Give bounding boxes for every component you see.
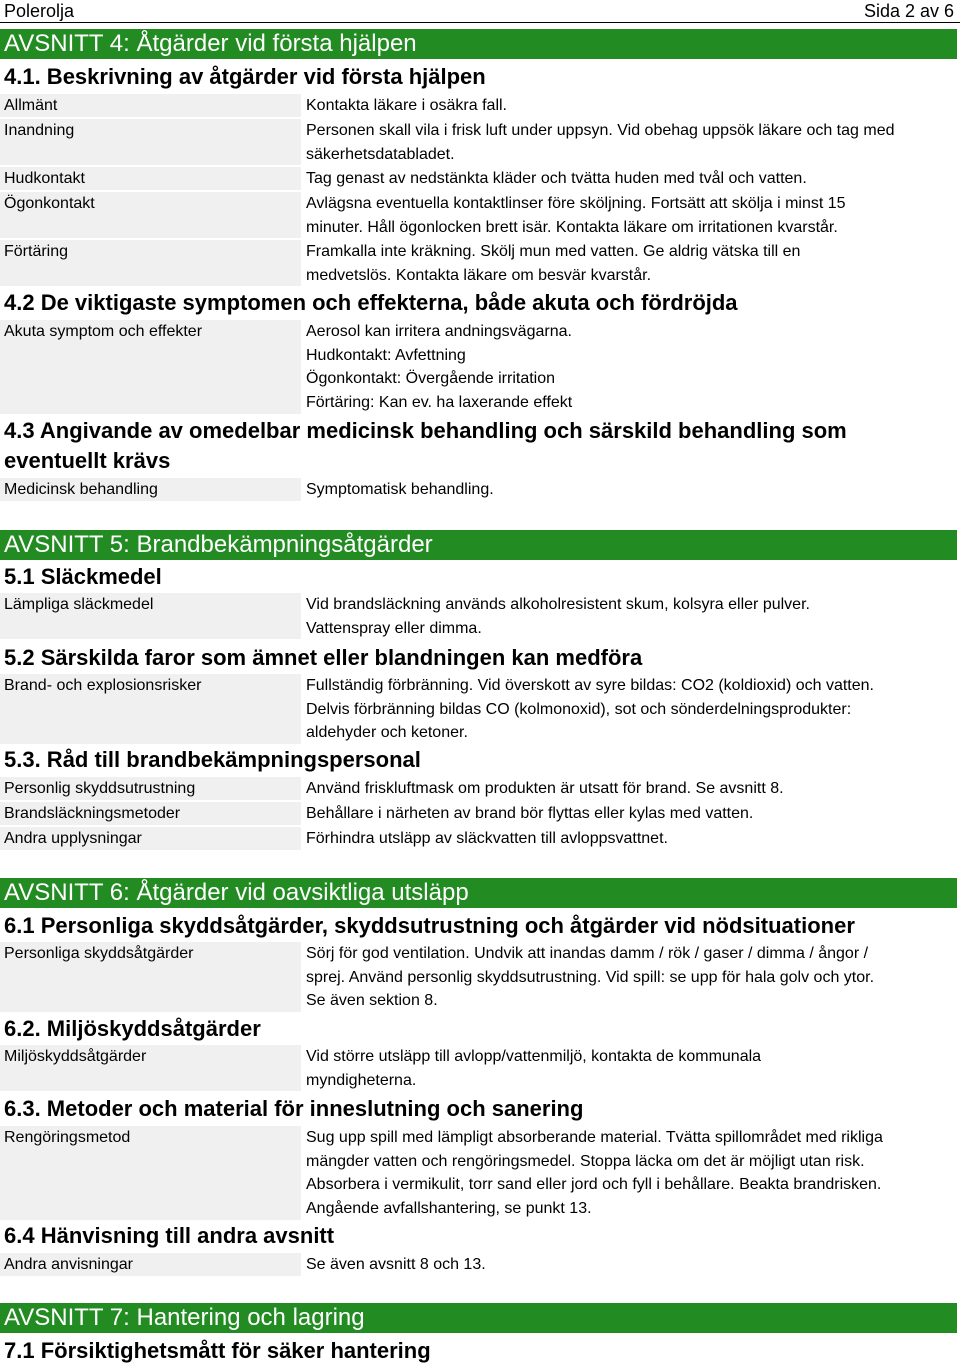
row-label-brandslackning: Brandsläckningsmetoder — [0, 802, 301, 825]
page-header — [0, 0, 960, 22]
row-label-personliga-skydd: Personliga skyddsåtgärder — [0, 942, 301, 1012]
symptom-line: Ögonkontakt: Övergående irritation — [306, 370, 556, 387]
subsection-5-3-heading: 5.3. Råd till brandbekämpningspersonal — [4, 747, 421, 772]
subsection-5-2-heading: 5.2 Särskilda faror som ämnet eller blandningen kan medföra — [4, 645, 643, 670]
row-label-ogonkontakt: Ögonkontakt — [0, 192, 301, 238]
page-number: Sida 2 av 6 — [863, 1, 954, 21]
row-value-fortaring: Framkalla inte kräkning. Skölj mun med vatten. Ge aldrig vätska till en medvetslös. Kontakta läkare om besvär kvarstår. — [306, 243, 801, 284]
symptom-line: Aerosol kan irritera andningsvägarna. — [306, 323, 572, 340]
row-value-personliga-skydd: Sörj för god ventilation. Undvik att inandas damm / rök / gaser / dimma / ångor / sprej. Använd personlig skyddsutrustning. Vid spill: se upp för hala golv och ytor. Se även sektion 8. — [306, 945, 875, 1009]
row-value-inandning: Personen skall vila i frisk luft under uppsyn. Vid obehag uppsök läkare och tag med säkerhetsdatabladet. — [306, 122, 895, 163]
subsection-6-3-heading: 6.3. Metoder och material för inneslutning och sanering — [4, 1096, 584, 1121]
row-label-andra-upplysningar: Andra upplysningar — [0, 827, 301, 850]
row-value-allmant: Kontakta läkare i osäkra fall. — [306, 97, 507, 114]
row-value-personlig: Använd friskluftmask om produkten är utsatt för brand. Se avsnitt 8. — [306, 780, 784, 797]
subsection-4-1-heading: 4.1. Beskrivning av åtgärder vid första hjälpen — [4, 64, 486, 89]
row-label-medicinsk: Medicinsk behandling — [0, 478, 301, 501]
row-label-hudkontakt: Hudkontakt — [0, 167, 301, 190]
row-label-akuta-symptom: Akuta symptom och effekter — [0, 320, 301, 414]
row-label-lampliga: Lämpliga släckmedel — [0, 593, 301, 639]
symptom-line: Förtäring: Kan ev. ha laxerande effekt — [306, 393, 573, 411]
row-value-hudkontakt: Tag genast av nedstänkta kläder och tvätta huden med tvål och vatten. — [306, 170, 807, 187]
subsection-5-1-heading: 5.1 Släckmedel — [4, 564, 162, 589]
row-value-andra-anvisningar: Se även avsnitt 8 och 13. — [306, 1256, 486, 1273]
row-value-andra-upplysningar: Förhindra utsläpp av släckvatten till avloppsvattnet. — [306, 830, 668, 847]
symptom-line: Hudkontakt: Avfettning — [306, 346, 466, 364]
row-label-personlig: Personlig skyddsutrustning — [0, 777, 301, 800]
section-5-heading: AVSNITT 5: Brandbekämpningsåtgärder — [0, 530, 957, 560]
subsection-4-2-heading: 4.2 De viktigaste symptomen och effekterna, både akuta och fördröjda — [4, 290, 738, 315]
section-7-heading: AVSNITT 7: Hantering och lagring — [0, 1303, 957, 1333]
section-4-heading: AVSNITT 4: Åtgärder vid första hjälpen — [0, 29, 957, 59]
row-value-akuta-symptom — [306, 320, 916, 414]
row-label-rengoringsmetod: Rengöringsmetod — [0, 1126, 301, 1220]
subsection-6-4-heading: 6.4 Hänvisning till andra avsnitt — [4, 1223, 335, 1248]
row-label-allmant: Allmänt — [0, 94, 301, 117]
product-name: Polerolja — [4, 1, 75, 21]
row-value-rengoringsmetod: Sug upp spill med lämpligt absorberande material. Tvätta spillområdet med rikliga mängder vatten och rengöringsmedel. Stoppa läcka om det är möjligt utan risk. Absorbera i vermikulit, torr sand eller jord och fyll i behållare. Beakta brandrisken. Angående avfallshantering, se punkt 13. — [306, 1129, 883, 1217]
section-6-heading: AVSNITT 6: Åtgärder vid oavsiktliga utsläpp — [0, 878, 957, 908]
row-value-ogonkontakt: Avlägsna eventuella kontaktlinser före sköljning. Fortsätt att skölja i minst 15 minuter. Håll ögonlocken brett isär. Kontakta läkare om irritationen kvarstår. — [306, 195, 846, 236]
row-label-andra-anvisningar: Andra anvisningar — [0, 1253, 301, 1276]
row-value-brandslackning: Behållare i närheten av brand bör flyttas eller kylas med vatten. — [306, 805, 754, 822]
row-label-inandning: Inandning — [0, 119, 301, 165]
row-value-lampliga: Vid brandsläckning används alkoholresistent skum, kolsyra eller pulver. Vattenspray eller dimma. — [306, 596, 810, 637]
row-label-fortaring: Förtäring — [0, 240, 301, 286]
header-divider — [0, 22, 960, 23]
row-value-medicinsk: Symptomatisk behandling. — [306, 481, 494, 498]
subsection-4-3-heading: 4.3 Angivande av omedelbar medicinsk behandling och särskild behandling som eventuellt krävs — [4, 418, 847, 473]
subsection-7-1-heading: 7.1 Försiktighetsmått för säker hantering — [4, 1338, 431, 1363]
row-value-brand: Fullständig förbränning. Vid överskott av syre bildas: CO2 (koldioxid) och vatten. Delvis förbränning bildas CO (kolmonoxid), sot och sönderdelningsprodukter: aldehyder och ketoner. — [306, 677, 874, 741]
subsection-6-1-heading: 6.1 Personliga skyddsåtgärder, skyddsutrustning och åtgärder vid nödsituationer — [4, 913, 855, 938]
row-label-brand: Brand- och explosionsrisker — [0, 674, 301, 744]
row-value-miljoskydd: Vid större utsläpp till avlopp/vattenmiljö, kontakta de kommunala myndigheterna. — [306, 1048, 762, 1089]
subsection-6-2-heading: 6.2. Miljöskyddsåtgärder — [4, 1016, 261, 1041]
row-label-miljoskydd: Miljöskyddsåtgärder — [0, 1045, 301, 1091]
